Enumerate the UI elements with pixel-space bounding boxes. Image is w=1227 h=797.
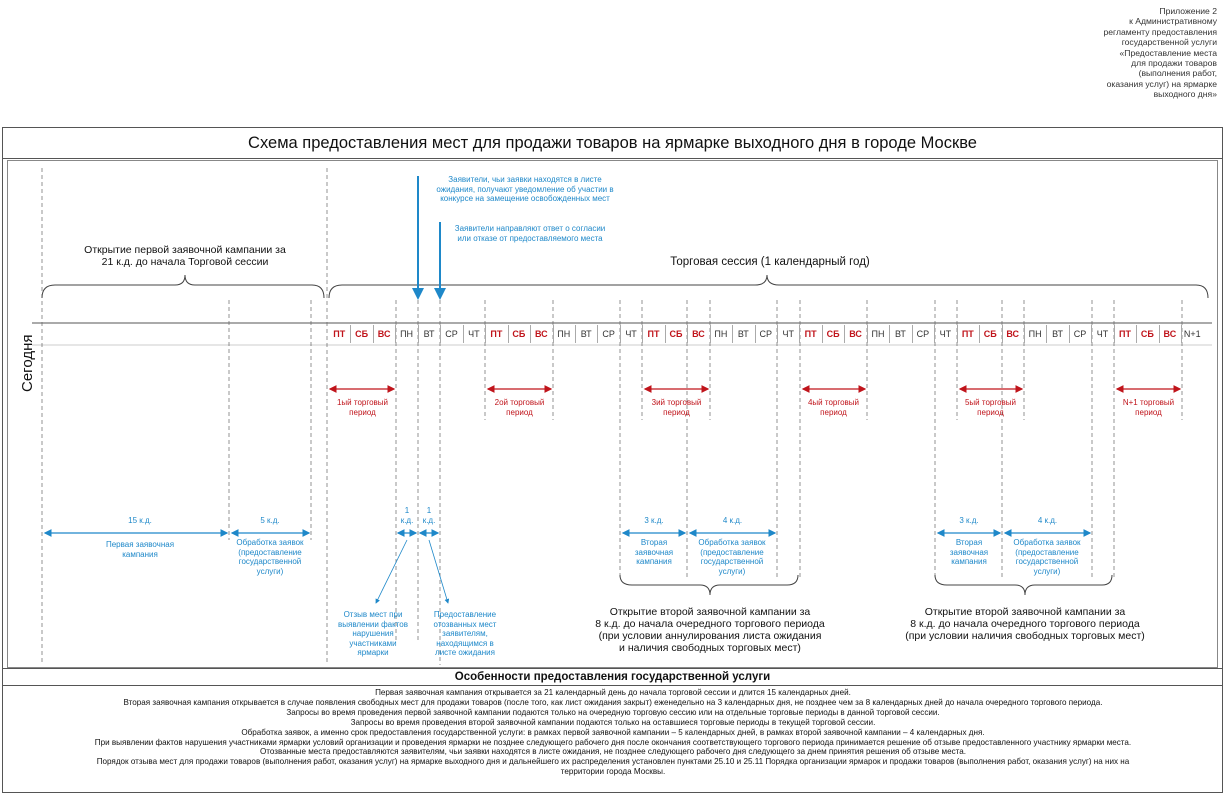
day-cell: СР <box>445 329 458 339</box>
day-cell: ВС <box>849 329 862 339</box>
text-line: (при условии наличия свободных торговых мест) <box>905 630 1145 642</box>
day-separator <box>508 325 509 343</box>
day-separator <box>642 325 643 343</box>
text-line: Заявители, чьи заявки находятся в листе <box>448 175 602 184</box>
text-line: или отказе от предоставляемого места <box>457 233 603 243</box>
text-line: 5ый торговый <box>964 398 1017 407</box>
text-line: 1 <box>426 506 432 515</box>
trade-session-heading: Торговая сессия (1 календарный год) <box>670 256 870 268</box>
day-cell: СР <box>1073 329 1087 339</box>
feature-line: Первая заявочная кампания открывается за 21 календарный день до начала торговой сессии и длится 15 календарных дней. <box>375 688 851 697</box>
day-cell: СБ <box>1140 329 1154 339</box>
day-cell: ЧТ <box>1096 329 1109 339</box>
provide-note <box>420 610 510 658</box>
feature-line: Порядок отзыва мест для продажи товаров (выполнения работ, оказания услуг) на ярмарке выходного дня и дальнейшего их распределения установлен пунктами 25.10 и 25.11 Порядка организации ярмарок и продажи товаров (выполнения работ, оказания услуг) на них на <box>96 757 1130 767</box>
duration-4a: 4 к.д. <box>722 516 743 525</box>
second-campaign-label-a <box>622 538 686 567</box>
day-separator <box>799 325 800 343</box>
text-line: Открытие первой заявочной кампании за <box>84 244 286 256</box>
text-line: 8 к.д. до начала очередного торгового периода <box>910 618 1140 630</box>
text-line: период <box>1135 407 1162 417</box>
today-label: Сегодня <box>19 334 36 392</box>
duration-1b <box>418 506 440 525</box>
day-cell: ВТ <box>580 329 592 339</box>
appendix-line: для продажи товаров <box>1131 58 1217 69</box>
text-line: конкурсе на замещение освобожденных мест <box>440 194 610 204</box>
day-separator <box>1136 325 1137 343</box>
day-cell: СБ <box>826 329 840 339</box>
text-line: 1ый торговый <box>336 398 389 407</box>
feature-line: Запросы во время проведения первой заявочной кампании подаются только на очередную торговую сессию или на отдельные торговые периоды в данной торговой сессии. <box>286 707 940 717</box>
day-cell: ПТ <box>1118 329 1131 339</box>
day-separator <box>912 325 913 343</box>
day-separator <box>687 325 688 343</box>
day-cell: ПН <box>400 329 414 339</box>
period-label-1 <box>320 398 405 417</box>
text-line: участниками <box>349 638 397 648</box>
day-separator <box>889 325 890 343</box>
text-line: Обработка заявок <box>236 538 304 547</box>
text-line: услуги) <box>256 566 284 576</box>
features-title: Особенности предоставления государственной услуги <box>2 668 1223 686</box>
text-line: Отзыв мест при <box>343 610 403 619</box>
text-line: Вторая <box>640 538 668 547</box>
duration-5: 5 к.д. <box>260 516 280 525</box>
day-cell: ПН <box>1028 329 1042 339</box>
day-cell: ВТ <box>1052 329 1064 339</box>
text-line: выявлении фактов <box>338 619 408 629</box>
text-line: период <box>663 407 690 417</box>
day-cell: СБ <box>355 329 369 339</box>
day-separator <box>1024 325 1025 343</box>
page-title: Схема предоставления мест для продажи товаров на ярмарке выходного дня в городе Москве <box>2 127 1223 159</box>
text-line: услуги) <box>1033 566 1061 576</box>
text-line: 1 <box>404 506 410 515</box>
duration-1a <box>396 506 418 525</box>
appendix-line: (выполнения работ, <box>1138 68 1217 79</box>
feature-line: территории города Москвы. <box>560 767 666 777</box>
waitlist-note <box>420 175 630 204</box>
day-cell: ЧТ <box>625 329 637 339</box>
day-separator <box>1114 325 1115 343</box>
day-separator <box>957 325 958 343</box>
day-separator <box>553 325 554 343</box>
day-cell: ПТ <box>961 329 974 339</box>
text-line: (предоставление <box>238 547 302 557</box>
text-line: (предоставление <box>1015 547 1079 557</box>
text-line: к.д. <box>422 515 436 525</box>
text-line: период <box>349 407 376 417</box>
second-campaign-open-b <box>885 606 1165 642</box>
feature-line: Вторая заявочная кампания открывается в случае появления свободных мест для продажи товаров (после того, как лист ожидания закрыт) еженедельно на 3 календарных дня, не позднее чем за 8 календарных дней до начала очередного торгового периода. <box>123 697 1103 707</box>
day-separator <box>934 325 935 343</box>
text-line: Предоставление <box>433 610 497 619</box>
text-line: Обработка заявок <box>1013 538 1081 547</box>
day-separator <box>867 325 868 343</box>
day-separator <box>1181 325 1182 343</box>
text-line: 3ий торговый <box>651 398 702 407</box>
text-line: государственной <box>700 557 764 567</box>
day-cell: ВС <box>1006 329 1020 339</box>
text-line: Первая заявочная <box>105 540 175 549</box>
day-separator <box>979 325 980 343</box>
feature-line: Обработка заявок, а именно срок предоставления государственной услуги: в рамках первой заявочной кампании – 5 календарных дней, в рамках второй заявочной кампании – 4 календарных дня. <box>241 727 985 737</box>
duration-4b: 4 к.д. <box>1037 516 1058 525</box>
day-cell: ПН <box>871 329 885 339</box>
day-cell: СБ <box>669 329 683 339</box>
feature-line: При выявлении фактов нарушения участниками ярмарки условий организации и проведения ярмарки не позднее следующего рабочего дня после окончания соответствующего торгового периода принимается решение об отзыве предоставленного участнику ярмарки места. <box>94 737 1132 747</box>
text-line: заявителям, <box>442 629 488 639</box>
first-campaign-label <box>95 540 185 559</box>
duration-3a: 3 к.д. <box>644 516 664 525</box>
text-line: кампания <box>636 557 672 567</box>
day-separator <box>485 325 486 343</box>
day-separator <box>575 325 576 343</box>
day-separator <box>418 325 419 343</box>
day-cell: ПН <box>714 329 728 339</box>
text-line: Обработка заявок <box>698 538 766 547</box>
day-separator <box>732 325 733 343</box>
text-line: ожидания, получают уведомление об участии в <box>436 184 614 194</box>
day-separator <box>597 325 598 343</box>
text-line: 4ый торговый <box>807 398 860 407</box>
appendix-line: государственной услуги <box>1121 37 1217 48</box>
day-separator <box>350 325 351 343</box>
processing-second-a <box>686 538 778 576</box>
text-line: 8 к.д. до начала очередного торгового периода <box>595 618 825 630</box>
day-separator <box>530 325 531 343</box>
text-line: период <box>820 407 847 417</box>
text-line: N+1 торговый <box>1122 398 1175 407</box>
day-separator <box>1046 325 1047 343</box>
text-line: отозванных мест <box>433 619 497 629</box>
day-cell: ВС <box>1163 329 1177 339</box>
day-cell: ЧТ <box>939 329 952 339</box>
day-cell: ПТ <box>333 329 346 339</box>
day-separator <box>1069 325 1070 343</box>
day-separator <box>620 325 621 343</box>
day-separator <box>665 325 666 343</box>
feature-line: Запросы во время проведения второй заявочной кампании подаются только на оставшиеся торговые периоды в текущей торговой сессии. <box>350 717 876 727</box>
day-separator <box>373 325 374 343</box>
day-cell: ВТ <box>737 329 749 339</box>
day-cell: N+1 <box>1183 329 1201 339</box>
appendix-line: оказания услуг) на ярмарке <box>1106 78 1217 89</box>
appendix-line: «Предоставление места <box>1119 47 1217 58</box>
day-separator <box>440 325 441 343</box>
day-cell: ПН <box>557 329 571 339</box>
text-line: листе ожидания <box>435 648 495 658</box>
text-line: услуги) <box>718 566 746 576</box>
duration-15: 15 к.д. <box>128 516 152 525</box>
text-line: Заявители направляют ответ о согласии <box>454 224 606 233</box>
appendix-line: Приложение 2 <box>1159 6 1217 16</box>
day-cell: ЧТ <box>468 329 480 339</box>
day-cell: ПТ <box>490 329 503 339</box>
answer-note <box>440 224 620 243</box>
day-separator <box>1159 325 1160 343</box>
text-line: нарушения <box>352 629 394 639</box>
text-line: и наличия свободных торговых мест) <box>619 642 801 654</box>
day-cell: ВТ <box>423 329 435 339</box>
first-campaign-heading <box>65 244 305 268</box>
text-line: к.д. <box>400 515 414 525</box>
processing-second-b <box>1001 538 1093 576</box>
period-label-4 <box>791 398 876 417</box>
day-cell: СР <box>602 329 615 339</box>
text-line: находящимся в <box>436 638 494 648</box>
day-cell: СБ <box>512 329 526 339</box>
day-separator <box>1002 325 1003 343</box>
text-line: период <box>506 407 533 417</box>
text-line: ярмарки <box>357 648 389 658</box>
day-separator <box>844 325 845 343</box>
text-line: кампания <box>122 549 158 559</box>
appendix-line: регламенту предоставления <box>1103 26 1217 37</box>
text-line: Вторая <box>955 538 983 547</box>
day-cell: ПТ <box>804 329 817 339</box>
text-line: 21 к.д. до начала Торговой сессии <box>101 256 269 268</box>
second-campaign-label-b <box>937 538 1001 567</box>
day-cell: ВТ <box>895 329 906 339</box>
text-line: заявочная <box>634 547 674 557</box>
recall-note <box>330 610 416 658</box>
day-cell: ВС <box>534 329 548 339</box>
day-cell: СБ <box>983 329 997 339</box>
period-label-5 <box>948 398 1033 417</box>
day-separator <box>777 325 778 343</box>
processing-first <box>225 538 315 576</box>
appendix-line: выходного дня» <box>1153 89 1217 100</box>
day-cell: ВС <box>692 329 705 339</box>
text-line: заявочная <box>949 547 989 557</box>
period-label-2 <box>477 398 562 417</box>
period-label-3 <box>634 398 719 417</box>
period-label-n1 <box>1106 398 1191 417</box>
features-body <box>6 688 1220 777</box>
day-separator <box>463 325 464 343</box>
feature-line: Отозванные места предоставляются заявителям, чьи заявки находятся в листе ожидания, не позднее следующего рабочего дня следующего за днем принятия решения об отзыве места. <box>259 747 967 757</box>
day-separator <box>755 325 756 343</box>
day-separator <box>822 325 823 343</box>
day-cell: ПТ <box>647 329 660 339</box>
text-line: кампания <box>951 557 987 567</box>
day-cell: ВС <box>377 329 391 339</box>
text-line: (предоставление <box>700 547 764 557</box>
second-campaign-open-a <box>570 606 850 654</box>
text-line: Открытие второй заявочной кампании за <box>609 606 811 618</box>
text-line: государственной <box>238 557 302 567</box>
text-line: Открытие второй заявочной кампании за <box>924 606 1126 618</box>
appendix-line: к Административному <box>1129 16 1217 27</box>
text-line: 2ой торговый <box>494 398 545 407</box>
day-separator <box>395 325 396 343</box>
text-line: государственной <box>1015 557 1079 567</box>
day-cell: ЧТ <box>782 329 794 339</box>
text-line: период <box>977 407 1004 417</box>
day-cell: СР <box>759 329 773 339</box>
day-separator <box>1091 325 1092 343</box>
day-separator <box>710 325 711 343</box>
day-cell: СР <box>916 329 930 339</box>
text-line: (при условии аннулирования листа ожидания <box>598 630 822 642</box>
duration-3b: 3 к.д. <box>959 516 979 525</box>
